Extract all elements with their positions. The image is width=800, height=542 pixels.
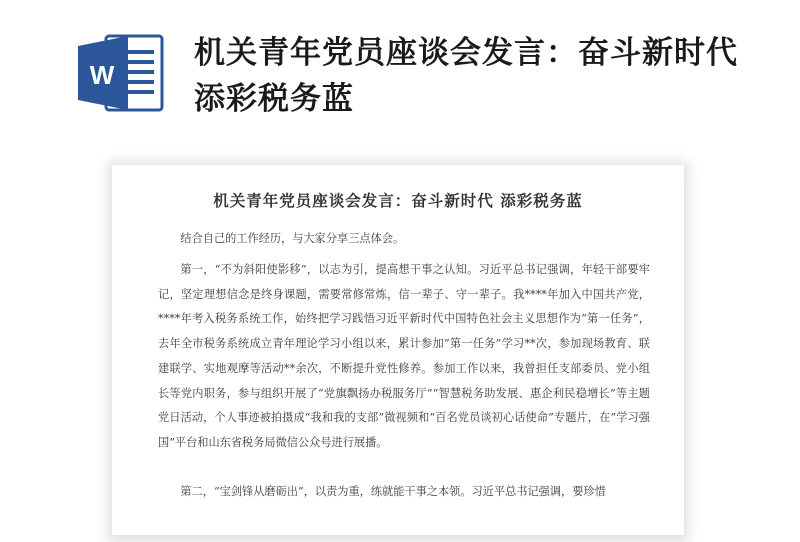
document-title: 机关青年党员座谈会发言：奋斗新时代 添彩税务蓝 (213, 191, 583, 210)
document-paragraph: 第一，“不为斜阳使影移”，以志为引，提高想干事之认知。习近平总书记强调，年轻干部要牢记，坚定理想信念是终身课题，需要常修常炼，信一辈子、守一辈子。我****年加入中国共产党，****年考入税务系统工作，始终把学习践悟习近平新时代中国特色社会主义思想作为“第一任务”，去年全市税务系统成立青年理论学习小组以来，累计参加“第一任务”学习**次，参加现场教育、联建联学、实地观摩等活动**余次，不断提升党性修养。参加工作以来，我曾担任支部委员、党小组长等党内职务，参与组织开展了“党旗飘扬办税服务厅”“智慧税务助发展、惠企利民稳增长”等主题党日活动，个人事迹被拍摄成“我和我的支部”微视频和“百名党员谈初心话使命”专题片，在“学习强国”平台和山东省税务局微信公众号进行展播。 (158, 263, 650, 449)
word-icon-letter: W (89, 60, 115, 90)
document-paragraph: 第二，“宝剑锋从磨砺出”，以责为重，练就能干事之本领。习近平总书记强调，要珍惜 (180, 485, 606, 498)
page-title: 机关青年党员座谈会发言：奋斗新时代 添彩税务蓝 (194, 35, 738, 117)
document-paragraph: 结合自己的工作经历，与大家分享三点体会。 (180, 232, 405, 245)
document-page (112, 165, 684, 535)
word-document-icon (76, 32, 166, 114)
header (0, 0, 800, 150)
